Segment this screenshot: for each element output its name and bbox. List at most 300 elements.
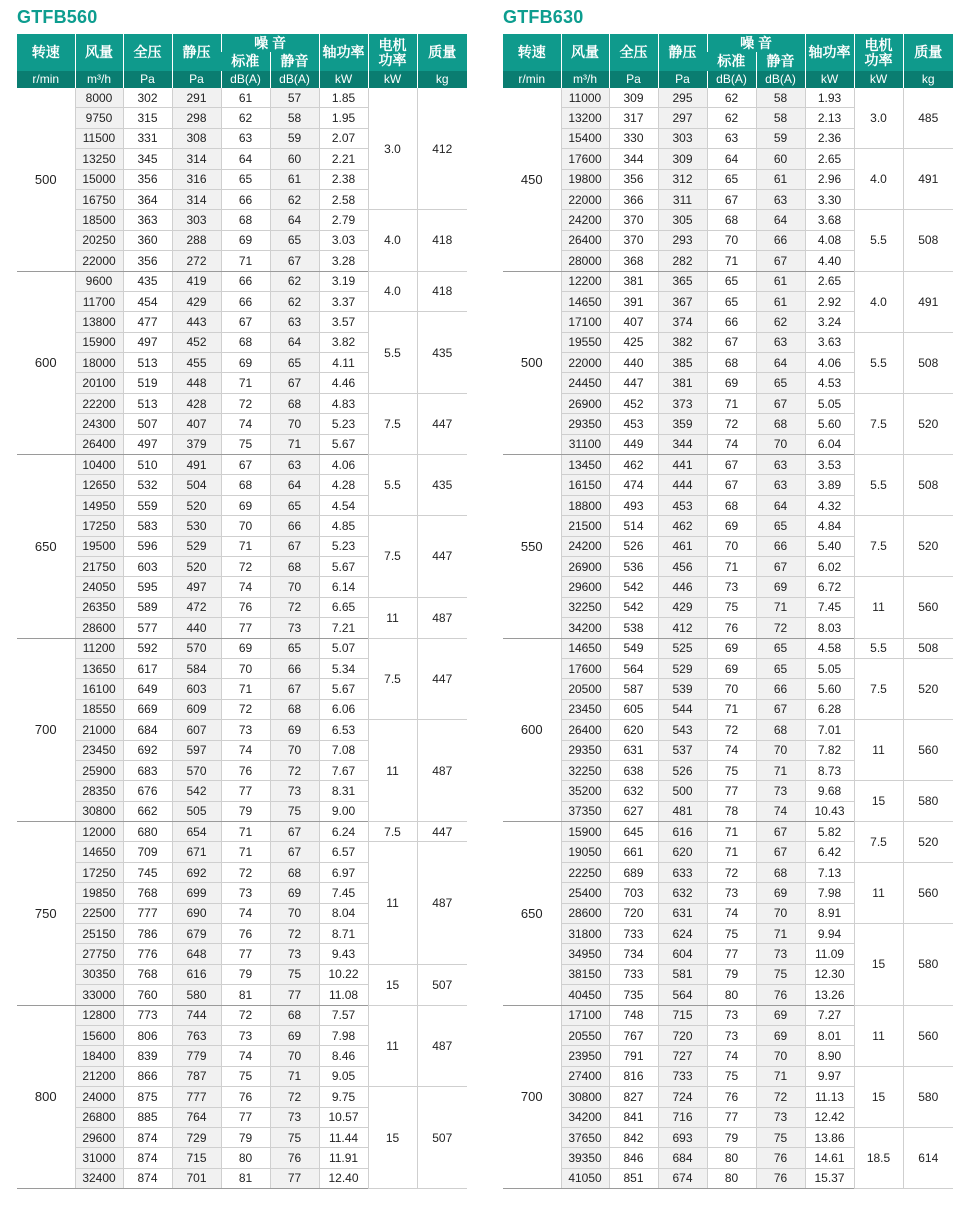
total-pressure-cell: 596	[123, 536, 172, 556]
shaft-power-cell: 12.30	[805, 964, 854, 984]
noise-standard-cell: 67	[221, 312, 270, 332]
header-total-pressure: 全压	[123, 34, 172, 71]
mass-cell: 487	[417, 1005, 467, 1087]
airflow-cell: 25150	[75, 924, 123, 944]
shaft-power-cell: 8.91	[805, 903, 854, 923]
shaft-power-cell: 4.40	[805, 251, 854, 271]
noise-standard-cell: 77	[221, 944, 270, 964]
airflow-cell: 15000	[75, 169, 123, 189]
noise-silent-cell: 67	[756, 251, 805, 271]
static-pressure-cell: 491	[172, 455, 221, 475]
shaft-power-cell: 8.46	[319, 1046, 368, 1066]
airflow-cell: 34200	[561, 1107, 609, 1127]
table-row	[17, 842, 467, 862]
total-pressure-cell: 733	[609, 924, 658, 944]
noise-silent-cell: 71	[756, 1066, 805, 1086]
noise-silent-cell: 77	[270, 985, 319, 1005]
motor-power-cell: 5.5	[854, 332, 903, 393]
airflow-cell: 25400	[561, 883, 609, 903]
noise-silent-cell: 62	[270, 271, 319, 291]
noise-standard-cell: 77	[221, 781, 270, 801]
shaft-power-cell: 4.28	[319, 475, 368, 495]
static-pressure-cell: 344	[658, 434, 707, 454]
airflow-cell: 24300	[75, 414, 123, 434]
static-pressure-cell: 684	[658, 1148, 707, 1168]
shaft-power-cell: 8.73	[805, 760, 854, 780]
total-pressure-cell: 360	[123, 230, 172, 250]
noise-standard-cell: 69	[707, 516, 756, 536]
airflow-cell: 28600	[75, 618, 123, 638]
noise-standard-cell: 63	[221, 128, 270, 148]
noise-standard-cell: 76	[707, 618, 756, 638]
mass-cell: 520	[903, 822, 953, 863]
total-pressure-cell: 513	[123, 353, 172, 373]
static-pressure-cell: 570	[172, 638, 221, 658]
shaft-power-cell: 7.08	[319, 740, 368, 760]
total-pressure-cell: 538	[609, 618, 658, 638]
static-pressure-cell: 543	[658, 720, 707, 740]
total-pressure-cell: 315	[123, 108, 172, 128]
noise-silent-cell: 61	[270, 169, 319, 189]
shaft-power-cell: 4.06	[319, 455, 368, 475]
airflow-cell: 27750	[75, 944, 123, 964]
motor-power-cell: 15	[854, 1066, 903, 1127]
noise-standard-cell: 69	[221, 230, 270, 250]
airflow-cell: 9750	[75, 108, 123, 128]
total-pressure-cell: 536	[609, 556, 658, 576]
total-pressure-cell: 302	[123, 88, 172, 108]
noise-silent-cell: 61	[756, 271, 805, 291]
noise-standard-cell: 65	[221, 169, 270, 189]
shaft-power-cell: 6.14	[319, 577, 368, 597]
shaft-power-cell: 7.67	[319, 760, 368, 780]
noise-standard-cell: 72	[707, 862, 756, 882]
noise-standard-cell: 72	[707, 720, 756, 740]
table-row	[503, 393, 953, 413]
table-row	[503, 516, 953, 536]
shaft-power-cell: 2.36	[805, 128, 854, 148]
noise-standard-cell: 78	[707, 801, 756, 821]
airflow-cell: 18400	[75, 1046, 123, 1066]
static-pressure-cell: 461	[658, 536, 707, 556]
total-pressure-cell: 592	[123, 638, 172, 658]
static-pressure-cell: 690	[172, 903, 221, 923]
airflow-cell: 17100	[561, 1005, 609, 1025]
motor-power-cell: 11	[854, 1005, 903, 1066]
noise-standard-cell: 72	[221, 556, 270, 576]
shaft-power-cell: 3.89	[805, 475, 854, 495]
static-pressure-cell: 288	[172, 230, 221, 250]
noise-standard-cell: 75	[221, 1066, 270, 1086]
shaft-power-cell: 7.13	[805, 862, 854, 882]
noise-silent-cell: 72	[270, 597, 319, 617]
shaft-power-cell: 12.40	[319, 1168, 368, 1188]
mass-cell: 435	[417, 455, 467, 516]
shaft-power-cell: 5.07	[319, 638, 368, 658]
shaft-power-cell: 2.65	[805, 271, 854, 291]
noise-silent-cell: 67	[756, 393, 805, 413]
table-row	[17, 720, 467, 740]
speed-cell: 550	[503, 455, 561, 639]
table-row	[17, 516, 467, 536]
total-pressure-cell: 356	[123, 169, 172, 189]
mass-cell: 412	[417, 88, 467, 210]
motor-power-cell: 11	[854, 720, 903, 781]
airflow-cell: 22000	[561, 353, 609, 373]
shaft-power-cell: 7.45	[319, 883, 368, 903]
static-pressure-cell: 716	[658, 1107, 707, 1127]
shaft-power-cell: 8.90	[805, 1046, 854, 1066]
total-pressure-cell: 669	[123, 699, 172, 719]
static-pressure-cell: 520	[172, 556, 221, 576]
noise-silent-cell: 67	[270, 251, 319, 271]
total-pressure-cell: 542	[609, 597, 658, 617]
noise-silent-cell: 65	[270, 638, 319, 658]
table-row	[503, 781, 953, 801]
airflow-cell: 20100	[75, 373, 123, 393]
noise-standard-cell: 75	[221, 434, 270, 454]
noise-silent-cell: 69	[270, 1025, 319, 1045]
noise-silent-cell: 67	[756, 842, 805, 862]
static-pressure-cell: 693	[658, 1127, 707, 1147]
total-pressure-cell: 684	[123, 720, 172, 740]
motor-power-cell: 3.0	[854, 88, 903, 149]
airflow-cell: 12200	[561, 271, 609, 291]
total-pressure-cell: 745	[123, 862, 172, 882]
shaft-power-cell: 8.03	[805, 618, 854, 638]
airflow-cell: 17600	[561, 658, 609, 678]
table-row	[503, 1127, 953, 1147]
noise-silent-cell: 64	[756, 495, 805, 515]
shaft-power-cell: 11.09	[805, 944, 854, 964]
mass-cell: 508	[903, 455, 953, 516]
noise-standard-cell: 73	[221, 883, 270, 903]
noise-standard-cell: 73	[221, 720, 270, 740]
airflow-cell: 8000	[75, 88, 123, 108]
total-pressure-cell: 366	[609, 189, 658, 209]
shaft-power-cell: 3.03	[319, 230, 368, 250]
noise-silent-cell: 63	[270, 312, 319, 332]
airflow-cell: 18550	[75, 699, 123, 719]
noise-silent-cell: 68	[270, 699, 319, 719]
total-pressure-cell: 703	[609, 883, 658, 903]
noise-standard-cell: 73	[707, 1005, 756, 1025]
static-pressure-cell: 428	[172, 393, 221, 413]
noise-standard-cell: 63	[707, 128, 756, 148]
static-pressure-cell: 455	[172, 353, 221, 373]
noise-standard-cell: 68	[707, 353, 756, 373]
static-pressure-cell: 529	[658, 658, 707, 678]
airflow-cell: 17250	[75, 516, 123, 536]
static-pressure-cell: 526	[658, 760, 707, 780]
noise-standard-cell: 71	[707, 842, 756, 862]
static-pressure-cell: 654	[172, 822, 221, 842]
noise-standard-cell: 73	[707, 883, 756, 903]
unit-label: kg	[417, 71, 467, 88]
header-noise-standard: 标准	[707, 52, 756, 71]
speed-cell: 650	[17, 455, 75, 639]
unit-label: kW	[854, 71, 903, 88]
noise-silent-cell: 67	[756, 699, 805, 719]
table-row	[17, 964, 467, 984]
motor-power-cell: 4.0	[854, 271, 903, 332]
unit-label: dB(A)	[221, 71, 270, 88]
static-pressure-cell: 542	[172, 781, 221, 801]
airflow-cell: 26800	[75, 1107, 123, 1127]
noise-silent-cell: 68	[270, 862, 319, 882]
noise-standard-cell: 62	[707, 108, 756, 128]
total-pressure-cell: 587	[609, 679, 658, 699]
motor-power-cell: 5.5	[368, 312, 417, 394]
total-pressure-cell: 806	[123, 1025, 172, 1045]
shaft-power-cell: 4.85	[319, 516, 368, 536]
shaft-power-cell: 2.21	[319, 149, 368, 169]
noise-silent-cell: 76	[756, 1148, 805, 1168]
shaft-power-cell: 9.75	[319, 1087, 368, 1107]
shaft-power-cell: 8.01	[805, 1025, 854, 1045]
total-pressure-cell: 514	[609, 516, 658, 536]
total-pressure-cell: 510	[123, 455, 172, 475]
airflow-cell: 11700	[75, 291, 123, 311]
shaft-power-cell: 5.05	[805, 393, 854, 413]
total-pressure-cell: 760	[123, 985, 172, 1005]
static-pressure-cell: 692	[172, 862, 221, 882]
total-pressure-cell: 364	[123, 189, 172, 209]
noise-silent-cell: 73	[270, 618, 319, 638]
shaft-power-cell: 5.60	[805, 414, 854, 434]
noise-silent-cell: 68	[756, 414, 805, 434]
noise-standard-cell: 67	[707, 189, 756, 209]
noise-standard-cell: 70	[221, 516, 270, 536]
shaft-power-cell: 5.60	[805, 679, 854, 699]
airflow-cell: 18800	[561, 495, 609, 515]
total-pressure-cell: 331	[123, 128, 172, 148]
shaft-power-cell: 3.63	[805, 332, 854, 352]
noise-silent-cell: 63	[756, 455, 805, 475]
mass-cell: 560	[903, 1005, 953, 1066]
noise-silent-cell: 61	[756, 169, 805, 189]
shaft-power-cell: 7.01	[805, 720, 854, 740]
mass-cell: 520	[903, 393, 953, 454]
shaft-power-cell: 13.86	[805, 1127, 854, 1147]
static-pressure-cell: 385	[658, 353, 707, 373]
airflow-cell: 15900	[561, 822, 609, 842]
unit-label: Pa	[123, 71, 172, 88]
static-pressure-cell: 674	[658, 1168, 707, 1188]
mass-cell: 418	[417, 210, 467, 271]
noise-standard-cell: 71	[221, 373, 270, 393]
mass-cell: 520	[903, 658, 953, 719]
total-pressure-cell: 453	[609, 414, 658, 434]
total-pressure-cell: 368	[609, 251, 658, 271]
unit-label: Pa	[172, 71, 221, 88]
airflow-cell: 31100	[561, 434, 609, 454]
total-pressure-cell: 734	[609, 944, 658, 964]
noise-silent-cell: 73	[756, 1107, 805, 1127]
static-pressure-cell: 648	[172, 944, 221, 964]
noise-silent-cell: 64	[756, 210, 805, 230]
motor-power-cell: 7.5	[368, 638, 417, 720]
static-pressure-cell: 671	[172, 842, 221, 862]
airflow-cell: 18000	[75, 353, 123, 373]
mass-cell: 435	[417, 312, 467, 394]
noise-standard-cell: 67	[707, 332, 756, 352]
airflow-cell: 19800	[561, 169, 609, 189]
mass-cell: 508	[903, 332, 953, 393]
total-pressure-cell: 595	[123, 577, 172, 597]
table-row	[503, 924, 953, 944]
total-pressure-cell: 497	[123, 434, 172, 454]
static-pressure-cell: 440	[172, 618, 221, 638]
static-pressure-cell: 412	[658, 618, 707, 638]
table-row	[503, 149, 953, 169]
noise-silent-cell: 64	[270, 475, 319, 495]
static-pressure-cell: 272	[172, 251, 221, 271]
noise-standard-cell: 65	[707, 271, 756, 291]
shaft-power-cell: 5.40	[805, 536, 854, 556]
total-pressure-cell: 885	[123, 1107, 172, 1127]
noise-standard-cell: 66	[221, 291, 270, 311]
mass-cell: 580	[903, 781, 953, 822]
noise-standard-cell: 79	[707, 964, 756, 984]
shaft-power-cell: 11.13	[805, 1087, 854, 1107]
header-row	[17, 34, 467, 52]
total-pressure-cell: 435	[123, 271, 172, 291]
mass-cell: 580	[903, 924, 953, 1006]
static-pressure-cell: 373	[658, 393, 707, 413]
total-pressure-cell: 474	[609, 475, 658, 495]
noise-silent-cell: 66	[756, 230, 805, 250]
noise-silent-cell: 69	[270, 883, 319, 903]
noise-standard-cell: 69	[707, 638, 756, 658]
shaft-power-cell: 4.83	[319, 393, 368, 413]
shaft-power-cell: 9.94	[805, 924, 854, 944]
noise-standard-cell: 79	[221, 1127, 270, 1147]
header-noise: 噪 音	[707, 34, 805, 52]
noise-silent-cell: 70	[756, 740, 805, 760]
noise-standard-cell: 76	[221, 1087, 270, 1107]
unit-label: m³/h	[561, 71, 609, 88]
airflow-cell: 20500	[561, 679, 609, 699]
noise-silent-cell: 70	[270, 740, 319, 760]
total-pressure-cell: 776	[123, 944, 172, 964]
total-pressure-cell: 330	[609, 128, 658, 148]
static-pressure-cell: 295	[658, 88, 707, 108]
total-pressure-cell: 370	[609, 230, 658, 250]
noise-silent-cell: 70	[756, 903, 805, 923]
total-pressure-cell: 733	[609, 964, 658, 984]
total-pressure-cell: 649	[123, 679, 172, 699]
airflow-cell: 29600	[561, 577, 609, 597]
shaft-power-cell: 14.61	[805, 1148, 854, 1168]
table-row	[503, 210, 953, 230]
noise-standard-cell: 73	[707, 577, 756, 597]
noise-silent-cell: 67	[270, 842, 319, 862]
motor-power-cell: 7.5	[368, 516, 417, 598]
airflow-cell: 19850	[75, 883, 123, 903]
total-pressure-cell: 356	[609, 169, 658, 189]
motor-power-cell: 11	[368, 1005, 417, 1087]
noise-standard-cell: 80	[707, 985, 756, 1005]
motor-power-cell: 18.5	[854, 1127, 903, 1188]
shaft-power-cell: 8.04	[319, 903, 368, 923]
static-pressure-cell: 497	[172, 577, 221, 597]
mass-cell: 447	[417, 822, 467, 842]
noise-standard-cell: 77	[221, 1107, 270, 1127]
total-pressure-cell: 786	[123, 924, 172, 944]
total-pressure-cell: 549	[609, 638, 658, 658]
total-pressure-cell: 768	[123, 964, 172, 984]
noise-silent-cell: 73	[756, 781, 805, 801]
airflow-cell: 13800	[75, 312, 123, 332]
header-row	[503, 34, 953, 52]
noise-standard-cell: 74	[707, 740, 756, 760]
static-pressure-cell: 525	[658, 638, 707, 658]
noise-silent-cell: 68	[270, 1005, 319, 1025]
static-pressure-cell: 597	[172, 740, 221, 760]
static-pressure-cell: 303	[658, 128, 707, 148]
total-pressure-cell: 683	[123, 760, 172, 780]
shaft-power-cell: 15.37	[805, 1168, 854, 1188]
shaft-power-cell: 1.93	[805, 88, 854, 108]
unit-label: r/min	[503, 71, 561, 88]
unit-label: kW	[805, 71, 854, 88]
shaft-power-cell: 5.05	[805, 658, 854, 678]
airflow-cell: 27400	[561, 1066, 609, 1086]
table-row	[17, 271, 467, 291]
motor-power-cell: 4.0	[368, 271, 417, 312]
airflow-cell: 28000	[561, 251, 609, 271]
static-pressure-cell: 500	[658, 781, 707, 801]
airflow-cell: 13250	[75, 149, 123, 169]
static-pressure-cell: 530	[172, 516, 221, 536]
airflow-cell: 19500	[75, 536, 123, 556]
airflow-cell: 15400	[561, 128, 609, 148]
total-pressure-cell: 841	[609, 1107, 658, 1127]
static-pressure-cell: 763	[172, 1025, 221, 1045]
noise-standard-cell: 62	[221, 108, 270, 128]
total-pressure-cell: 407	[609, 312, 658, 332]
mass-cell: 560	[903, 720, 953, 781]
shaft-power-cell: 4.32	[805, 495, 854, 515]
static-pressure-cell: 580	[172, 985, 221, 1005]
static-pressure-cell: 505	[172, 801, 221, 821]
total-pressure-cell: 839	[123, 1046, 172, 1066]
noise-silent-cell: 68	[756, 720, 805, 740]
shaft-power-cell: 12.42	[805, 1107, 854, 1127]
shaft-power-cell: 7.57	[319, 1005, 368, 1025]
shaft-power-cell: 4.06	[805, 353, 854, 373]
table-row	[503, 638, 953, 658]
noise-silent-cell: 65	[270, 230, 319, 250]
spec-table	[503, 34, 953, 1189]
header-noise: 噪 音	[221, 34, 319, 52]
total-pressure-cell: 709	[123, 842, 172, 862]
total-pressure-cell: 866	[123, 1066, 172, 1086]
noise-standard-cell: 71	[707, 251, 756, 271]
noise-silent-cell: 63	[756, 189, 805, 209]
noise-silent-cell: 75	[270, 964, 319, 984]
gtfb630-panel	[503, 0, 953, 1189]
noise-silent-cell: 65	[756, 638, 805, 658]
noise-standard-cell: 62	[707, 88, 756, 108]
motor-power-cell: 5.5	[854, 455, 903, 516]
airflow-cell: 12650	[75, 475, 123, 495]
static-pressure-cell: 282	[658, 251, 707, 271]
noise-silent-cell: 64	[270, 332, 319, 352]
noise-standard-cell: 70	[707, 230, 756, 250]
airflow-cell: 32400	[75, 1168, 123, 1188]
